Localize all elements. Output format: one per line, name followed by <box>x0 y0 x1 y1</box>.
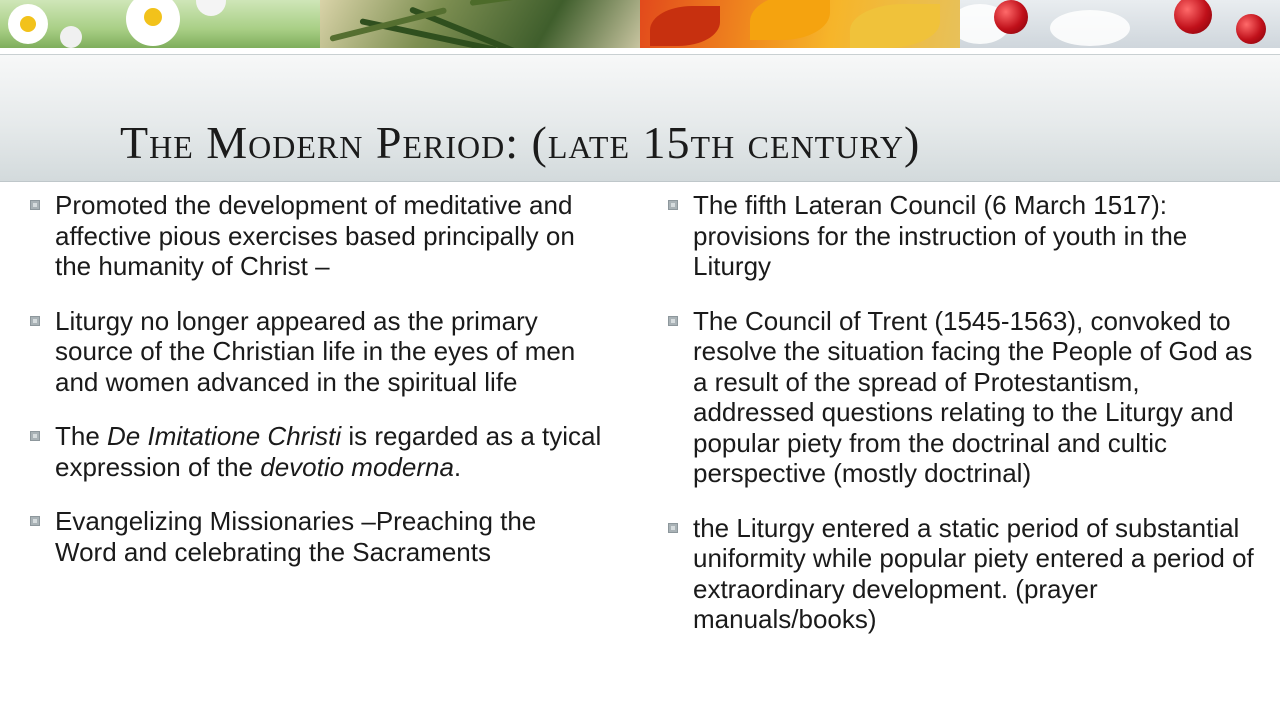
bullet-item <box>30 506 605 567</box>
bullet-text: Liturgy no longer appeared as the primary source of the Christian life in the eyes of men and women advanced in the spiritual life <box>55 305 576 397</box>
square-bullet-icon <box>30 431 40 441</box>
square-bullet-icon <box>668 316 678 326</box>
bullet-text: The Council of Trent (1545-1563), convoked to resolve the situation facing the People of God as a result of the spread of Protestantism, addressed questions relating to the Liturgy and popular piety from the doctrinal and cultic perspective (mostly doctrinal) <box>693 305 1253 488</box>
square-bullet-icon <box>668 200 678 210</box>
autumn-leaves-image <box>640 0 960 48</box>
bullet-text-part: . <box>453 451 462 482</box>
book-title-italic: De Imitatione Christi <box>107 421 342 451</box>
bullet-item <box>668 513 1268 635</box>
title-band <box>0 54 1280 182</box>
winter-berries-image <box>960 0 1280 48</box>
movement-name-italic: devotio moderna <box>260 451 454 482</box>
bullet-item <box>30 421 605 482</box>
bullet-item <box>668 306 1268 489</box>
left-bullet-list <box>30 190 605 591</box>
bullet-item <box>30 190 605 282</box>
slide-title: The Modern Period: (late 15th century) <box>120 117 921 168</box>
bullet-text: the Liturgy entered a static period of substantial uniformity while popular piety entered a period of extraordinary development. (prayer manuals/books) <box>693 512 1254 634</box>
square-bullet-icon <box>668 523 678 533</box>
bullet-item <box>668 190 1268 282</box>
right-bullet-list <box>668 190 1268 659</box>
bullet-text-part: The <box>55 421 108 451</box>
spring-daisies-image <box>0 0 320 48</box>
square-bullet-icon <box>30 316 40 326</box>
bullet-item <box>30 306 605 398</box>
bullet-text-part: is regarded as a tyical expression of the <box>55 421 602 482</box>
seasonal-photo-banner <box>0 0 1280 48</box>
square-bullet-icon <box>30 516 40 526</box>
summer-palm-image <box>320 0 640 48</box>
bullet-text: The fifth Lateran Council (6 March 1517): provisions for the instruction of youth in the Liturgy <box>693 190 1188 281</box>
bullet-text: Evangelizing Missionaries –Preaching the Word and celebrating the Sacraments <box>55 506 537 567</box>
bullet-text: Promoted the development of meditative and affective pious exercises based principally on the humanity of Christ – <box>55 190 575 281</box>
square-bullet-icon <box>30 200 40 210</box>
